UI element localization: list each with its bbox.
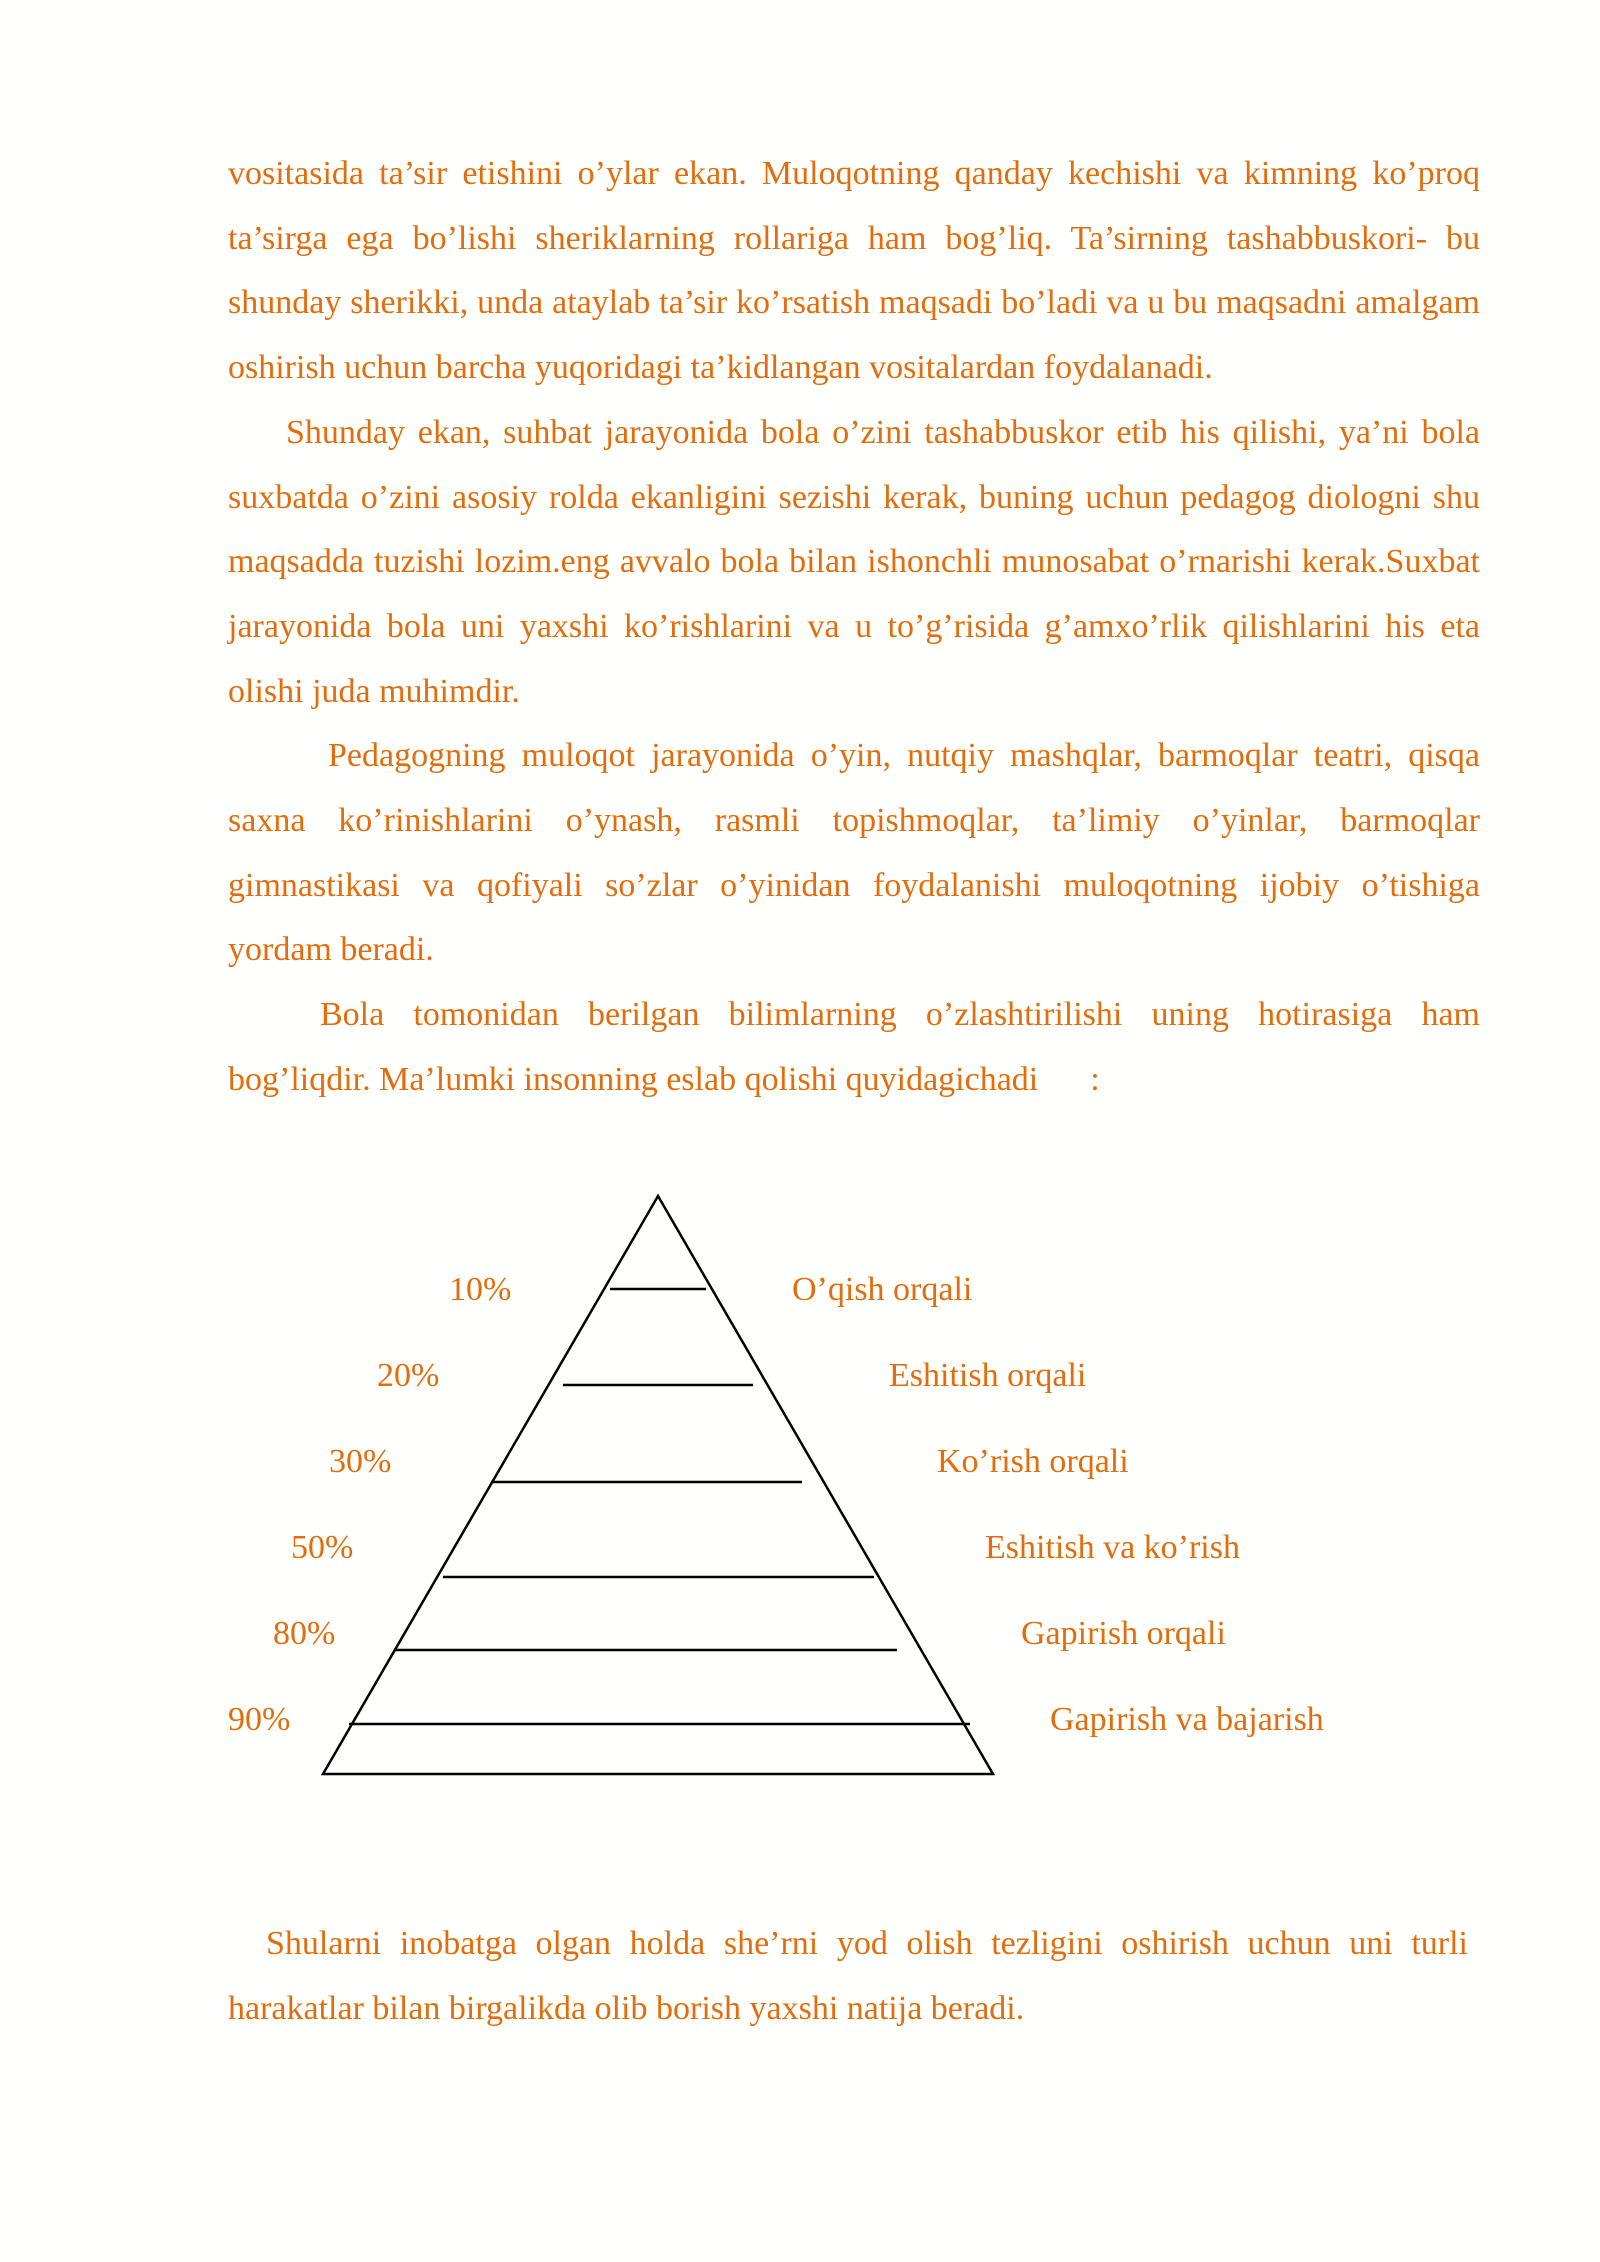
pyramid-method-label: Ko’rish orqali xyxy=(937,1443,1129,1480)
pyramid-percent-label: 80% xyxy=(273,1615,336,1652)
pyramid-method-label: Eshitish va ko’rish xyxy=(985,1529,1240,1566)
bottom-text-block xyxy=(228,1912,1468,2041)
paragraph-4-colon: : xyxy=(1090,1060,1100,1098)
paragraph-4-text: Bola tomonidan berilgan bilimlarning o’zlashtirilishi uning hotirasiga ham bog’liqdir. Ma’lumki insonning eslab qolishi quyidagichadi xyxy=(228,996,1480,1098)
pyramid-method-label: Eshitish orqali xyxy=(889,1357,1087,1394)
paragraph-5: Shularni inobatga olgan holda she’rni yod olish tezligini oshirish uchun uni turli harakatlar bilan birgalikda olib borish yaxshi natija beradi. xyxy=(228,1925,1468,2027)
paragraph-2: Shunday ekan, suhbat jarayonida bola o’zini tashabbuskor etib his qilishi, ya’ni bola suxbatda o’zini asosiy rolda ekanligini sezishi kerak, buning uchun pedagog diologni shu maqsadda tuzishi lozim.eng avvalo bola bilan ishonchli munosabat o’rnarishi kerak.Suxbat jarayonida bola uni yaxshi ko’rishlarini va u to’g’risida g’amxo’rlik qilishlarini his eta olishi juda muhimdir. xyxy=(228,413,1480,710)
pyramid-method-label: Gapirish va bajarish xyxy=(1050,1701,1324,1738)
pyramid-percent-label: 50% xyxy=(291,1529,354,1566)
pyramid-level-lines xyxy=(349,1289,970,1724)
paragraph-3: Pedagogning muloqot jarayonida o’yin, nutqiy mashqlar, barmoqlar teatri, qisqa saxna ko’rinishlarini o’ynash, rasmli topishmoqlar, ta’limiy o’yinlar, barmoqlar gimnastikasi va qofiyali so’zlar o’yinidan foydalanishi muloqotning ijobiy o’tishiga yordam beradi. xyxy=(228,737,1480,969)
pyramid-method-label: Gapirish orqali xyxy=(1021,1615,1226,1652)
pyramid-method-label: O’qish orqali xyxy=(792,1271,973,1308)
pyramid-percent-label: 10% xyxy=(449,1271,512,1308)
pyramid-percent-label: 90% xyxy=(228,1701,291,1738)
pyramid-percent-label: 20% xyxy=(377,1357,440,1394)
pyramid-percent-labels xyxy=(228,1271,511,1738)
paragraph-1: vositasida ta’sir etishini o’ylar ekan. Muloqotning qanday kechishi va kimning ko’proq ta’sirga ega bo’lishi sheriklarning rollariga ham bog’liq. Ta’sirning tashabbuskori- bu shunday sherikki, unda ataylab ta’sir ko’rsatish maqsadi bo’ladi va u bu maqsadni amalgam oshirish uchun barcha yuqoridagi ta’kidlangan vositalardan foydalanadi. xyxy=(228,155,1480,387)
pyramid-percent-label: 30% xyxy=(329,1443,392,1480)
pyramid-method-labels xyxy=(792,1271,1324,1738)
